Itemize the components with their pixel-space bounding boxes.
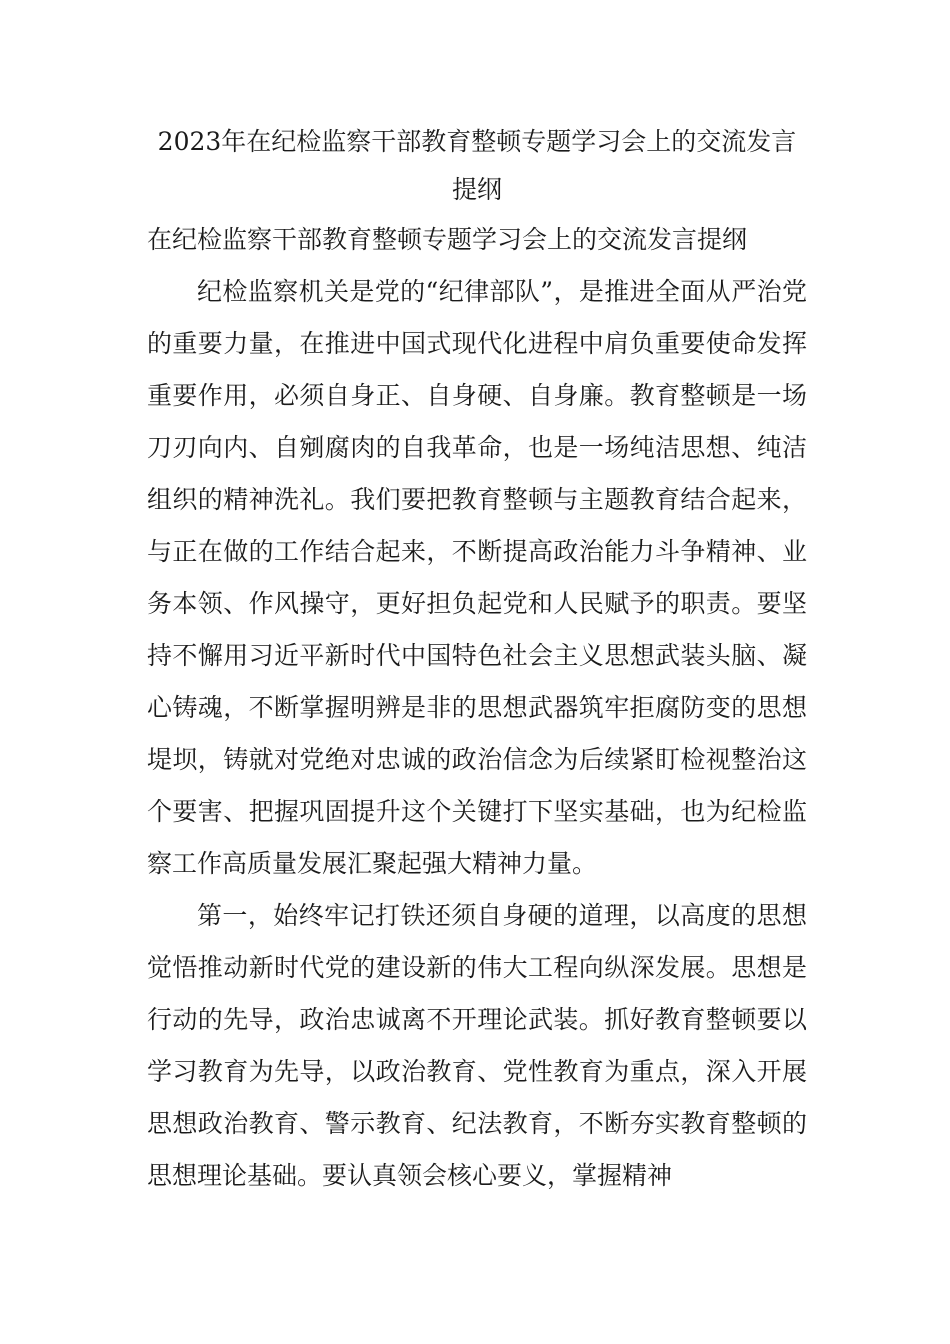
point-one-paragraph: 第一，始终牢记打铁还须自身硬的道理，以高度的思想觉悟推动新时代党的建设新的伟大工程向纵深发展。思想是行动的先导，政治忠诚离不开理论武装。抓好教育整顿要以学习教育为先导，以政治教育、党性教育为重点，深入开展思想政治教育、警示教育、纪法教育，不断夯实教育整顿的思想理论基础。要认真领会核心要义，掌握精神 xyxy=(147,901,807,1190)
document-title: 2023年在纪检监察干部教育整顿专题学习会上的交流发言提纲 xyxy=(157,127,797,204)
document-page xyxy=(147,118,807,1202)
intro-paragraph: 纪检监察机关是党的“纪律部队”，是推进全面从严治党的重要力量，在推进中国式现代化进程中肩负重要使命发挥重要作用，必须自身正、自身硬、自身廉。教育整顿是一场刀刃向内、自剜腐肉的自我革命，也是一场纯洁思想、纯洁组织的精神洗礼。我们要把教育整顿与主题教育结合起来，与正在做的工作结合起来，不断提高政治能力斗争精神、业务本领、作风操守，更好担负起党和人民赋予的职责。要坚持不懈用习近平新时代中国特色社会主义思想武装头脑、凝心铸魂，不断掌握明辨是非的思想武器筑牢拒腐防变的思想堤坝，铸就对党绝对忠诚的政治信念为后续紧盯检视整治这个要害、把握巩固提升这个关键打下坚实基础，也为纪检监察工作高质量发展汇聚起强大精神力量。 xyxy=(147,277,807,878)
document-subtitle: 在纪检监察干部教育整顿专题学习会上的交流发言提纲 xyxy=(147,225,748,254)
